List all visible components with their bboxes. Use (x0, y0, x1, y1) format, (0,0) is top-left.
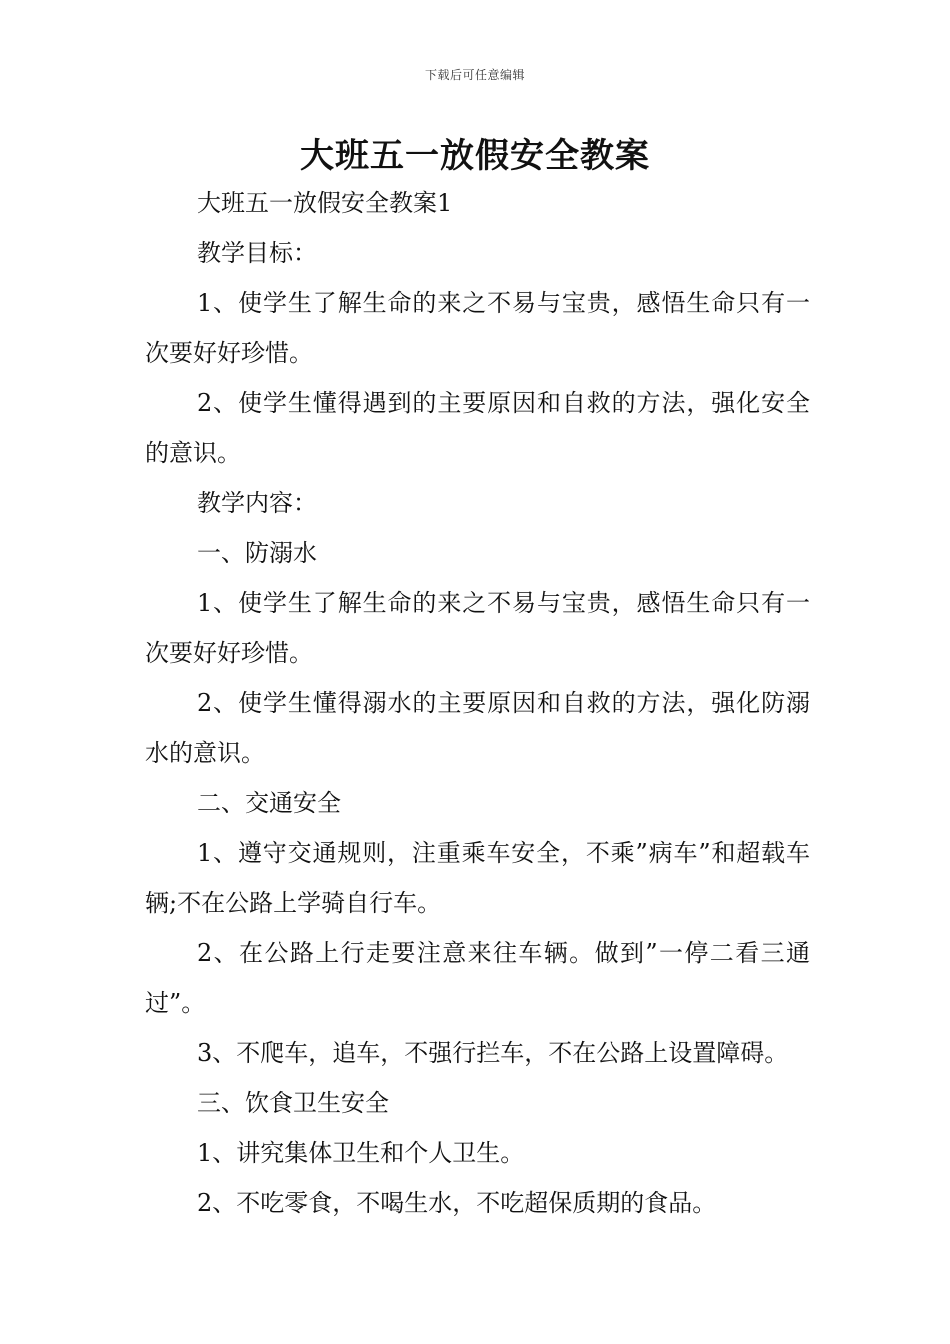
paragraph-section-2-item-1: 1、遵守交通规则，注重乘车安全，不乘”病车”和超载车辆;不在公路上学骑自行车。 (145, 839, 810, 917)
paragraph-section-3-heading: 三、饮食卫生安全 (197, 1089, 389, 1117)
paragraph-section-3-item-1: 1、讲究集体卫生和个人卫生。 (197, 1139, 525, 1167)
document-title: 大班五一放假安全教案 (300, 136, 650, 176)
paragraph-objective-2: 2、使学生懂得遇到的主要原因和自救的方法，强化安全的意识。 (145, 389, 810, 467)
document-body (145, 178, 810, 1228)
paragraph-section-1-heading: 一、防溺水 (197, 539, 317, 567)
paragraph-section-2-item-3: 3、不爬车，追车，不强行拦车，不在公路上设置障碍。 (197, 1039, 789, 1067)
paragraph-section-3-item-2: 2、不吃零食，不喝生水，不吃超保质期的食品。 (197, 1189, 717, 1217)
paragraph-section-1-item-2: 2、使学生懂得溺水的主要原因和自救的方法，强化防溺水的意识。 (145, 689, 810, 767)
header-note: 下载后可任意编辑 (424, 68, 525, 82)
paragraph-section-2-heading: 二、交通安全 (197, 789, 341, 817)
paragraph-section-2-item-2: 2、在公路上行走要注意来往车辆。做到”一停二看三通过”。 (145, 939, 810, 1017)
paragraph-section-1-item-1: 1、使学生了解生命的来之不易与宝贵，感悟生命只有一次要好好珍惜。 (145, 589, 810, 667)
paragraph-subtitle: 大班五一放假安全教案1 (197, 189, 453, 217)
paragraph-objective-1: 1、使学生了解生命的来之不易与宝贵，感悟生命只有一次要好好珍惜。 (145, 289, 810, 367)
paragraph-content-heading: 教学内容： (197, 489, 317, 517)
paragraph-objectives-heading: 教学目标： (197, 239, 317, 267)
